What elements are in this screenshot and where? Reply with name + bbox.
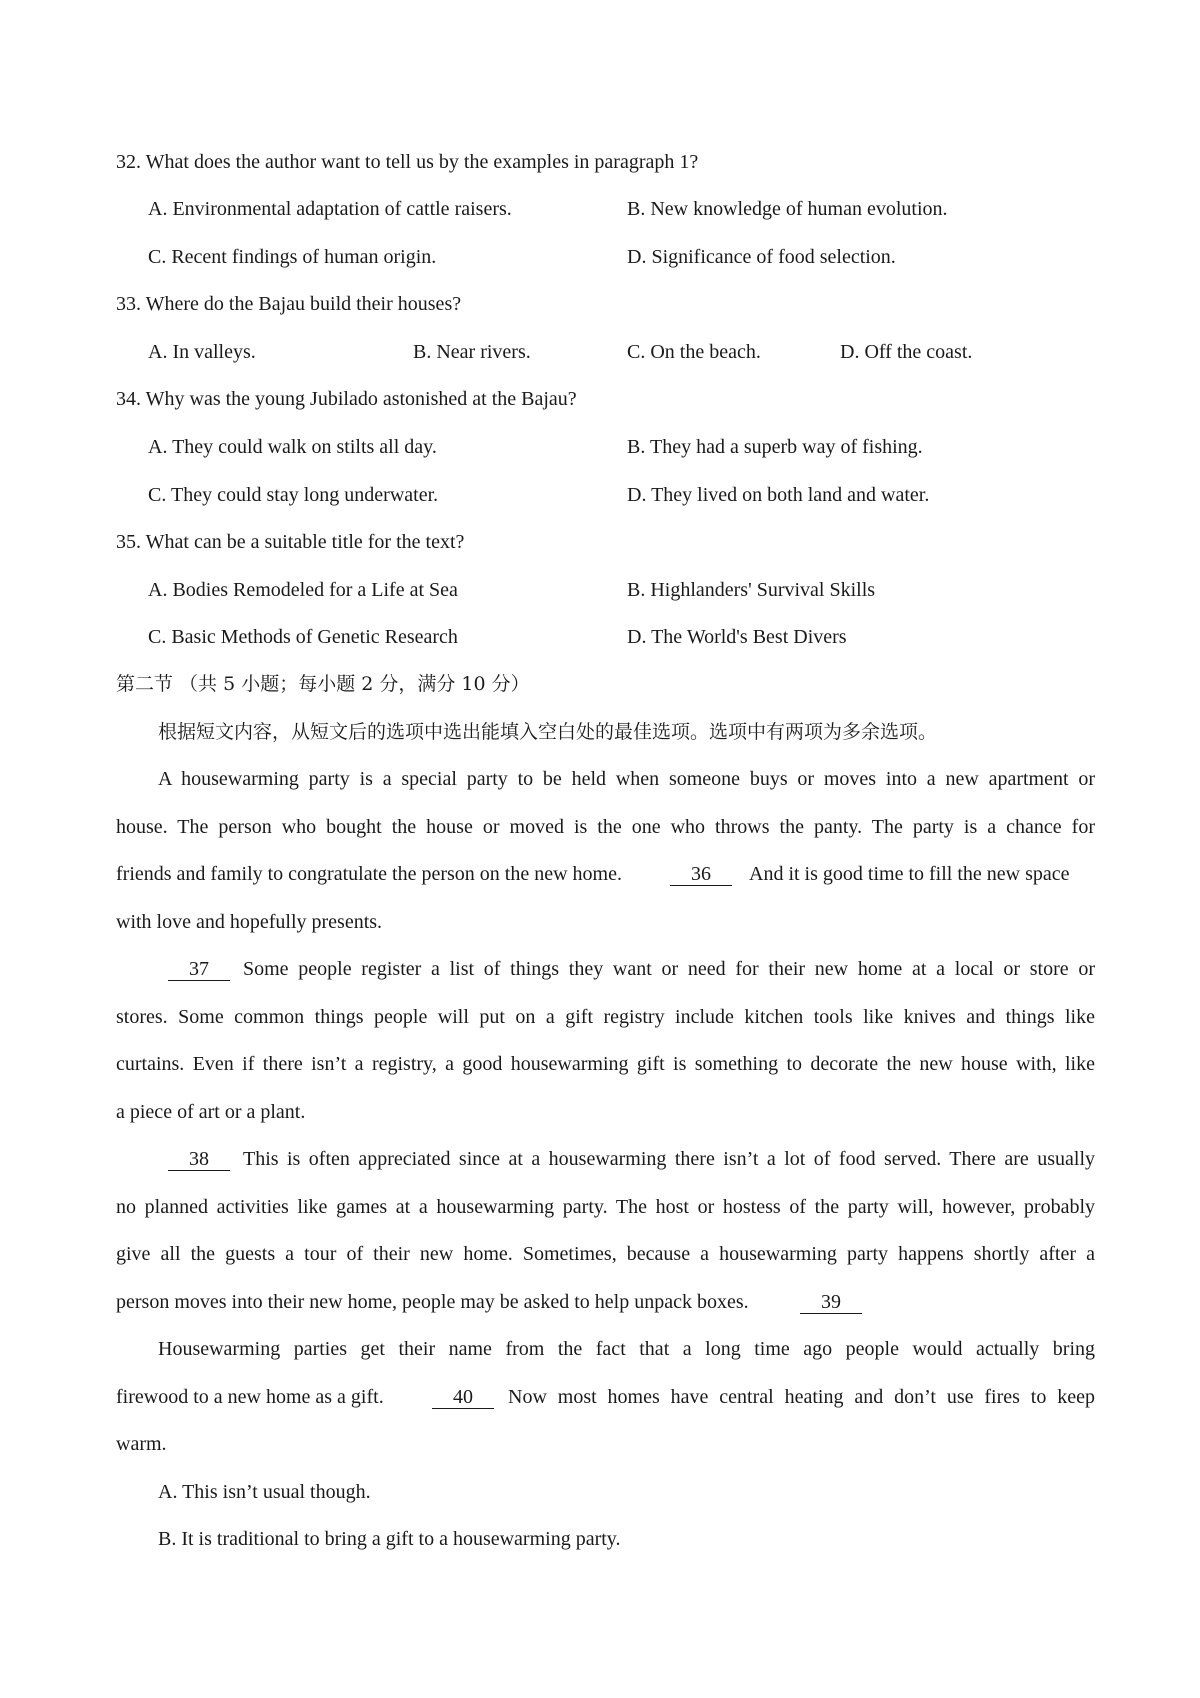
question-34-stem: 34. Why was the young Jubilado astonished at the Bajau? bbox=[116, 388, 577, 410]
blank-37-number: 37 bbox=[168, 958, 230, 981]
blank-40-number: 40 bbox=[432, 1386, 494, 1409]
q35-option-c: C. Basic Methods of Genetic Research bbox=[148, 626, 458, 648]
q33-option-d: D. Off the coast. bbox=[840, 341, 973, 363]
q32-option-a: A. Environmental adaptation of cattle raisers. bbox=[148, 198, 512, 220]
passage-p2-line3: curtains. Even if there isn’t a registry, a good housewarming gift is something to decorate the new house with, like bbox=[116, 1053, 1095, 1075]
question-35-stem: 35. What can be a suitable title for the text? bbox=[116, 531, 465, 553]
passage-p2-line2: stores. Some common things people will put on a gift registry include kitchen tools like knives and things like bbox=[116, 1006, 1095, 1028]
question-33-stem: 33. Where do the Bajau build their houses? bbox=[116, 293, 462, 315]
passage-p4-line3: warm. bbox=[116, 1433, 167, 1455]
q33-option-c: C. On the beach. bbox=[627, 341, 761, 363]
blank-36-number: 36 bbox=[670, 863, 732, 886]
q35-option-d: D. The World's Best Divers bbox=[627, 626, 847, 648]
passage-p2-line4: a piece of art or a plant. bbox=[116, 1101, 306, 1123]
q34-option-a: A. They could walk on stilts all day. bbox=[148, 436, 437, 458]
passage-p1-line3b: And it is good time to fill the new space bbox=[749, 863, 1070, 885]
q34-option-c: C. They could stay long underwater. bbox=[148, 484, 439, 506]
q32-option-d: D. Significance of food selection. bbox=[627, 246, 896, 268]
blank-36 bbox=[670, 862, 732, 886]
q35-option-a: A. Bodies Remodeled for a Life at Sea bbox=[148, 579, 458, 601]
passage-p1-line2: house. The person who bought the house or moved is the one who throws the panty. The party is a chance for bbox=[116, 816, 1095, 838]
passage-p1-line4: with love and hopefully presents. bbox=[116, 911, 383, 933]
question-32-stem: 32. What does the author want to tell us by the examples in paragraph 1? bbox=[116, 151, 699, 173]
blank-40 bbox=[432, 1385, 494, 1409]
answer-option-b: B. It is traditional to bring a gift to a housewarming party. bbox=[158, 1528, 621, 1550]
answer-option-a: A. This isn’t usual though. bbox=[158, 1481, 371, 1503]
passage-p3-line2: no planned activities like games at a housewarming party. The host or hostess of the party will, however, probably bbox=[116, 1196, 1095, 1218]
passage-p3-line4: person moves into their new home, people may be asked to help unpack boxes. bbox=[116, 1291, 749, 1313]
q35-option-b: B. Highlanders' Survival Skills bbox=[627, 579, 876, 601]
q32-option-b: B. New knowledge of human evolution. bbox=[627, 198, 948, 220]
blank-38-number: 38 bbox=[168, 1148, 230, 1171]
q34-option-d: D. They lived on both land and water. bbox=[627, 484, 930, 506]
passage-p2-line1: Some people register a list of things they want or need for their new home at a local or store or bbox=[243, 958, 1095, 980]
blank-37 bbox=[168, 957, 230, 981]
passage-p1-line3a: friends and family to congratulate the person on the new home. bbox=[116, 863, 622, 885]
passage-p4-line2a: firewood to a new home as a gift. bbox=[116, 1386, 384, 1408]
q32-option-c: C. Recent findings of human origin. bbox=[148, 246, 437, 268]
blank-39 bbox=[800, 1290, 862, 1314]
q33-option-b: B. Near rivers. bbox=[413, 341, 531, 363]
q33-option-a: A. In valleys. bbox=[148, 341, 256, 363]
passage-p1-line1: A housewarming party is a special party to be held when someone buys or moves into a new apartment or bbox=[158, 768, 1095, 790]
section-heading: 第二节 （共 5 小题；每小题 2 分，满分 10 分） bbox=[116, 673, 530, 695]
passage-p3-line1: This is often appreciated since at a housewarming there isn’t a lot of food served. There are usually bbox=[243, 1148, 1095, 1170]
section-instruction: 根据短文内容，从短文后的选项中选出能填入空白处的最佳选项。选项中有两项为多余选项。 bbox=[158, 721, 938, 743]
blank-39-number: 39 bbox=[800, 1291, 862, 1314]
q34-option-b: B. They had a superb way of fishing. bbox=[627, 436, 923, 458]
passage-p3-line3: give all the guests a tour of their new home. Sometimes, because a housewarming party happens shortly after a bbox=[116, 1243, 1095, 1265]
passage-p4-line1: Housewarming parties get their name from the fact that a long time ago people would actually bring bbox=[158, 1338, 1095, 1360]
blank-38 bbox=[168, 1147, 230, 1171]
passage-p4-line2b: Now most homes have central heating and don’t use fires to keep bbox=[508, 1386, 1095, 1408]
